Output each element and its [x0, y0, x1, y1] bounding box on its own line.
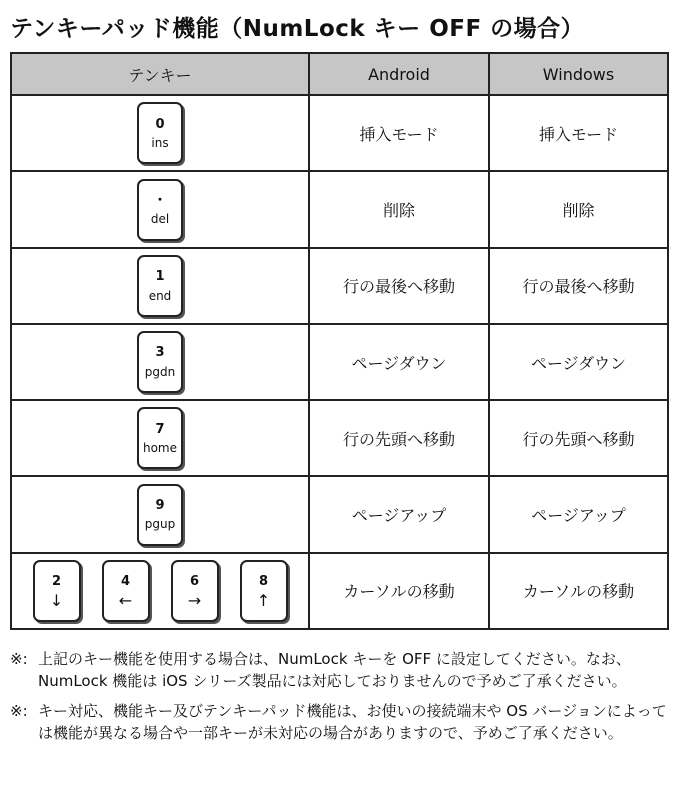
windows-cell: 削除 [489, 171, 668, 247]
windows-cell: ページダウン [489, 324, 668, 400]
table-row [11, 400, 668, 476]
keycap-top-label: 7 [155, 421, 165, 437]
windows-cell: ページアップ [489, 476, 668, 552]
android-cell: 挿入モード [309, 95, 489, 171]
keycap-top-label: 1 [155, 269, 165, 285]
keycap-top-label: 4 [120, 574, 131, 590]
windows-cell: 行の最後へ移動 [489, 248, 668, 324]
keycap-4-left [102, 560, 150, 622]
windows-cell: 挿入モード [489, 95, 668, 171]
key-cell [11, 324, 309, 400]
android-cell: 行の最後へ移動 [309, 248, 489, 324]
keycap-6-right [171, 560, 219, 622]
android-cell: 行の先頭へ移動 [309, 400, 489, 476]
keycap-top-label: ・ [153, 192, 167, 208]
note-compatibility [10, 700, 675, 744]
keycap-8-up [240, 560, 288, 622]
keycap-2-down [33, 560, 81, 622]
key-cell [11, 553, 309, 629]
android-cell: 削除 [309, 171, 489, 247]
keypad-function-table [10, 52, 669, 630]
keycap-9-pgup [137, 484, 183, 546]
keycap-top-label: 0 [155, 116, 165, 132]
key-cell [11, 95, 309, 171]
windows-cell: 行の先頭へ移動 [489, 400, 668, 476]
keycap-dot-del [137, 179, 183, 241]
keycap-top-label: 9 [155, 497, 165, 513]
android-cell: カーソルの移動 [309, 553, 489, 629]
table-header-row [11, 53, 668, 95]
key-cell [11, 476, 309, 552]
note-text: 上記のキー機能を使用する場合は、NumLock キーを OFF に設定してください。なお、NumLock 機能は iOS シリーズ製品には対応しておりませんので予めご了承ください。 [38, 650, 631, 690]
note-numlock [10, 648, 675, 692]
keycap-7-home [137, 407, 183, 469]
note-mark: ※: [10, 650, 28, 668]
keycap-bottom-label: home [142, 441, 178, 456]
notes [10, 648, 675, 752]
table-row [11, 476, 668, 552]
key-cell [11, 171, 309, 247]
keycap-0-ins [137, 102, 183, 164]
key-cell [11, 248, 309, 324]
up-arrow-icon: ↑ [256, 590, 271, 610]
key-cell [11, 400, 309, 476]
keycap-bottom-label: pgup [144, 517, 176, 532]
table-row [11, 324, 668, 400]
table-row [11, 171, 668, 247]
note-text: キー対応、機能キー及びテンキーパッド機能は、お使いの接続端末や OS バージョンによっては機能が異なる場合や一部キーが未対応の場合がありますので、予めご了承ください。 [38, 702, 667, 742]
down-arrow-icon: ↓ [49, 590, 64, 610]
header-tenkey: テンキー [11, 53, 309, 95]
table-row [11, 248, 668, 324]
right-arrow-icon: → [187, 590, 202, 610]
table-row [11, 553, 668, 629]
page-title: テンキーパッド機能（NumLock キー OFF の場合） [10, 16, 585, 42]
windows-cell: カーソルの移動 [489, 553, 668, 629]
keycap-bottom-label: ins [151, 136, 169, 151]
keycap-top-label: 8 [258, 574, 269, 590]
android-cell: ページアップ [309, 476, 489, 552]
android-cell: ページダウン [309, 324, 489, 400]
keycap-top-label: 2 [51, 574, 62, 590]
table-row [11, 95, 668, 171]
header-android: Android [309, 53, 489, 95]
note-mark: ※: [10, 702, 28, 720]
keycap-1-end [137, 255, 183, 317]
keycap-bottom-label: end [148, 288, 172, 303]
left-arrow-icon: ← [118, 590, 133, 610]
keycap-bottom-label: del [150, 212, 170, 227]
arrow-keycaps [12, 560, 308, 622]
keycap-bottom-label: pgdn [144, 364, 176, 379]
keycap-top-label: 6 [189, 574, 200, 590]
keycap-3-pgdn [137, 331, 183, 393]
keycap-top-label: 3 [155, 345, 165, 361]
header-windows: Windows [489, 53, 668, 95]
